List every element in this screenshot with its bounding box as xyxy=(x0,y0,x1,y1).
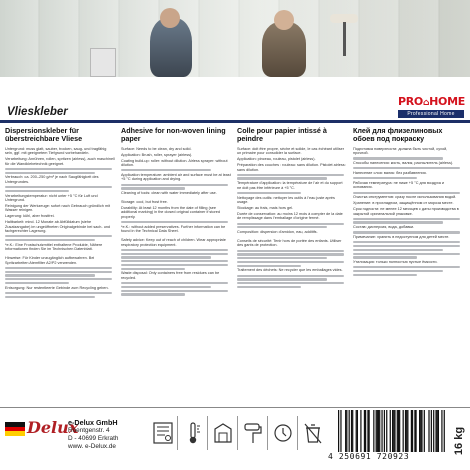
column-paragraph: Coating build-up: roller: without dilution. Airless sprayer: without dilution. xyxy=(121,158,228,168)
column-paragraph: Lagerung: kühl, aber frostfrei. xyxy=(5,214,55,219)
column-paragraph: Срок годности: не менее 12 месяцев с даты производства в закрытой оригинальной упаковке. xyxy=(353,207,459,216)
small-print-line xyxy=(237,226,327,228)
column-paragraph: Haltbarkeit: mind. 12 Monate ab Abfülldatum (siehe Zusatzangabe) im ungeöffneten Originalgebinde bei sach- und fachgerechter Lagerung. xyxy=(5,220,111,234)
small-print-line xyxy=(353,266,460,268)
storage-icon xyxy=(208,416,238,450)
column-paragraph: Préparation des couches : rouleau: sans dilution. Pistolet airless: sans dilution. xyxy=(237,163,346,172)
barcode-bar xyxy=(412,410,413,452)
barcode-bar xyxy=(435,410,436,452)
small-print-line xyxy=(353,192,460,194)
small-print-line xyxy=(121,221,228,223)
brush-roller-icon xyxy=(238,416,268,450)
website: www. e-Delux.de xyxy=(68,443,116,450)
small-print-line xyxy=(237,250,344,252)
edelux-wordmark: Delux xyxy=(27,418,79,437)
small-print-line xyxy=(353,177,417,179)
small-print-line xyxy=(353,221,443,223)
small-print-line xyxy=(237,177,327,179)
barcode-bar xyxy=(397,410,398,452)
column-paragraph: Waste disposal: Only containers free from residues can be recycled. xyxy=(121,271,220,280)
barcode-bar xyxy=(378,410,379,452)
footer-divider xyxy=(0,407,470,408)
prohome-wordmark: PRO⌂HOME xyxy=(398,95,465,108)
german-flag-icon xyxy=(5,422,25,436)
header-photo-strip xyxy=(0,0,470,77)
small-print-line xyxy=(121,260,228,262)
barcode-bars xyxy=(338,410,446,452)
column-heading: Dispersionskleber für überstreichbare Vliese xyxy=(5,127,83,144)
column-paragraph: Application: pinceau, rouleau, pistolet (airless). xyxy=(237,157,316,162)
small-print-line xyxy=(121,286,211,288)
barcode-bar xyxy=(376,410,377,452)
barcode-bar xyxy=(384,410,385,452)
barcode-bar xyxy=(437,410,438,452)
barcode-bar xyxy=(356,410,357,452)
small-print-line xyxy=(5,168,112,170)
small-print-line xyxy=(5,296,95,298)
barcode-bar xyxy=(369,410,370,452)
barcode-bar xyxy=(352,410,353,452)
small-print-line xyxy=(237,282,344,284)
barcode-bar xyxy=(403,410,404,452)
small-print-line xyxy=(121,282,228,284)
house-icon: ⌂ xyxy=(422,98,430,108)
column-paragraph: Untergrund: muss glatt, sauber, trocken, saug- und tragfähig sein, ggf. mit geeignetem Tiefgrund vorbehandeln. xyxy=(5,146,107,156)
column-paragraph: Cleaning of tools: clean with water immediately after use. xyxy=(121,191,217,196)
thermometer-icon xyxy=(178,416,208,450)
column-paragraph: Traitement des déchets: Ne recycler que les emballages vides. xyxy=(237,268,343,273)
barcode-bar xyxy=(399,410,400,452)
small-print-line xyxy=(121,264,228,266)
small-print-line xyxy=(353,256,417,258)
prohome-logo xyxy=(398,95,464,119)
column-paragraph: Safety advice: Keep out of reach of children. Wear appropriate respiratory protection equipment. xyxy=(121,238,226,247)
column-paragraph: Stockage: au frais, mais hors gel. xyxy=(237,206,294,211)
barcode-bar xyxy=(360,410,361,452)
barcode-bar xyxy=(394,410,395,452)
column-paragraph: Хранение: в прохладном, защищённом от мороза месте. xyxy=(353,201,454,206)
small-print-line xyxy=(121,268,185,270)
barcode-bar xyxy=(381,410,382,452)
small-print-line xyxy=(5,278,112,280)
small-print-line xyxy=(5,271,112,273)
waste-icon xyxy=(298,416,328,450)
small-print-line xyxy=(121,249,228,251)
small-print-line xyxy=(353,218,460,220)
column-paragraph: Surface: doit être propre, sèche et solide, le cas échéant utiliser un primaire pour consolider la surface. xyxy=(237,146,345,156)
column-paragraph: Состав: дисперсия, вода, добавки. xyxy=(353,225,415,230)
small-print-line xyxy=(353,157,443,159)
clock-icon xyxy=(268,416,298,450)
small-print-line xyxy=(237,265,301,267)
barcode-bar xyxy=(373,410,374,452)
small-print-line xyxy=(5,282,69,284)
barcode-bar xyxy=(433,410,434,452)
column-paragraph: Verbrauch: ca. 200–250 g/m² je nach Saugfähigkeit des Untergrundes. xyxy=(5,175,99,184)
barcode-bar xyxy=(367,410,368,452)
small-print-line xyxy=(353,274,417,276)
small-print-line xyxy=(5,190,69,192)
column-german xyxy=(5,127,115,397)
small-print-line xyxy=(353,241,460,243)
worker-figure-right xyxy=(262,22,306,77)
column-paragraph: Entsorgung: Nur restentleerte Gebinde zum Recycling geben. xyxy=(5,285,109,290)
small-print-line xyxy=(237,261,344,263)
net-weight-label: 16 kg xyxy=(453,426,465,456)
barcode-bar xyxy=(444,410,445,452)
barcode-bar xyxy=(405,410,406,452)
barcode-number: 4 250691 720923 xyxy=(328,452,410,461)
column-paragraph: Nettoyage des outils: nettoyer les outils à l’eau juste après usage. xyxy=(237,195,335,205)
column-heading: Клей для флизелиновых обоев под покраску xyxy=(353,127,443,144)
barcode-bar xyxy=(431,410,432,452)
column-paragraph: Hinweise: Für Kinder unzugänglich aufbewahren. Bei Spritzarbeiten Atemfilter A2/P2 verwenden. xyxy=(5,256,95,265)
column-paragraph: Способы нанесения: кисть, валик, распылитель (airless). xyxy=(353,161,454,166)
barcode-bar xyxy=(415,410,416,452)
wall-background xyxy=(0,0,470,77)
address-street: Roentgenstr. 4 xyxy=(68,427,110,434)
column-paragraph: Storage: cool, but frost free. xyxy=(121,200,168,205)
paint-bucket-image xyxy=(90,48,116,77)
column-paragraph: Reinigung der Werkzeuge: sofort nach Gebrauch gründlich mit Wasser reinigen. xyxy=(5,203,111,213)
address-city: D - 40699 Erkrath xyxy=(68,435,119,442)
barcode-bar xyxy=(357,410,358,452)
barcode-bar xyxy=(421,410,422,452)
worker-head-left xyxy=(160,8,180,28)
small-print-line xyxy=(121,293,185,295)
column-french xyxy=(237,127,347,397)
barcode-bar xyxy=(411,410,412,452)
small-print-line xyxy=(353,253,460,255)
column-paragraph: Durability: At least 12 months from the date of filling (see additional marking) in the closed original container if stored properly. xyxy=(121,205,220,219)
small-print-line xyxy=(353,167,460,169)
small-print-line xyxy=(5,292,112,294)
barcode-bar xyxy=(424,410,425,452)
column-paragraph: Очистка инструментов: сразу после использования водой. xyxy=(353,195,457,200)
barcode-bar xyxy=(390,410,391,452)
barcode-bar xyxy=(419,410,420,452)
small-print-line xyxy=(237,278,327,280)
small-print-line xyxy=(5,267,112,269)
prohome-tagline: Professional Home xyxy=(398,110,464,118)
small-print-line xyxy=(121,184,228,186)
manufacturer-address xyxy=(68,418,146,451)
wallpaper-roll-icon xyxy=(148,416,178,450)
paint-roller-handle xyxy=(343,22,346,56)
column-paragraph: *e.K.: without added preservatives. Further information can be found in the Technical Data Sheet. xyxy=(121,224,226,234)
small-print-line xyxy=(5,239,95,241)
column-paragraph: Application: Brush, roller, sprayer (airless). xyxy=(121,152,193,157)
column-paragraph: *e.K.: Eine Frostschutzmittel enthaltene Produkte, Nähere Informationen finden Sie im Technischen Datenblatt. xyxy=(5,242,103,252)
barcode-bar xyxy=(349,410,350,452)
small-print-line xyxy=(237,275,344,277)
small-print-line xyxy=(5,172,95,174)
small-print-line xyxy=(237,257,327,259)
barcode-bar xyxy=(365,410,366,452)
title-divider xyxy=(0,120,470,123)
barcode-bar xyxy=(407,410,408,452)
barcode-bar xyxy=(406,410,407,452)
barcode-bar xyxy=(393,410,394,452)
edelux-logo xyxy=(5,418,79,440)
product-title: Vlieskleber xyxy=(7,106,68,118)
barcode-bar xyxy=(338,410,339,452)
barcode-bar xyxy=(364,410,365,452)
small-print-line xyxy=(237,192,301,194)
column-paragraph: Рабочая температура: не ниже +5 °С для воздуха и основания. xyxy=(353,180,445,190)
barcode-bar xyxy=(340,410,341,452)
small-print-line xyxy=(237,174,344,176)
column-paragraph: Application temperature: ambient air and surface must be at least +5 °C during application and drying. xyxy=(121,172,231,182)
small-print-line xyxy=(121,187,185,189)
net-weight xyxy=(449,416,469,466)
small-print-line xyxy=(353,245,460,247)
small-print-line xyxy=(237,223,344,225)
small-print-line xyxy=(121,256,211,258)
column-paragraph: Verarbeitungstemperatur: nicht unter +5 °C für Luft und Untergrund. xyxy=(5,193,98,203)
barcode-bar xyxy=(351,410,352,452)
column-paragraph: Нанесение слоя: валик: без разбавления. xyxy=(353,171,427,176)
small-print-line xyxy=(237,253,344,255)
column-paragraph: Composition: dispersion d’amidon, eau, additifs. xyxy=(237,230,318,235)
column-paragraph: Température d’application: la température de l’air et du support ne doit pas être inférieure à +5 °C. xyxy=(237,181,343,190)
small-print-line xyxy=(353,249,443,251)
barcode-bar xyxy=(386,410,387,452)
barcode-bar xyxy=(345,410,346,452)
small-print-line xyxy=(5,186,112,188)
column-paragraph: Conseils de sécurité: Tenir hors de portée des enfants. Utiliser des gants de protection. xyxy=(237,238,342,248)
small-print-line xyxy=(121,169,211,171)
column-heading: Adhesive for non-woven lining paper xyxy=(121,127,226,144)
barcode-bar xyxy=(392,410,393,452)
barcode-bar xyxy=(379,410,380,452)
barcode-bar xyxy=(438,410,439,452)
small-print-line xyxy=(5,274,95,276)
column-paragraph: Verarbeitung: Anrühren, rollen, spritzen (airless), auch maschinell für die Wandklebetechnik geeignet. xyxy=(5,157,115,166)
barcode-bar xyxy=(398,410,399,452)
small-print-line xyxy=(353,270,443,272)
column-paragraph: Примечание: хранить в недоступном для детей месте. xyxy=(353,235,450,240)
column-russian xyxy=(353,127,463,397)
barcode-bar xyxy=(414,410,415,452)
column-paragraph: Durée de conservation: au moins 12 mois à compter de la date de remplissage dans l’emballage d’origine fermé. xyxy=(237,211,343,221)
column-heading: Colle pour papier intissé à peindre xyxy=(237,127,327,144)
small-print-line xyxy=(353,231,460,233)
column-paragraph: Подготовка поверхности: должна быть чистой, сухой, прочной. xyxy=(353,146,448,156)
usage-pictograms xyxy=(148,416,328,450)
ean-barcode xyxy=(328,410,451,465)
barcode-bar xyxy=(346,410,347,452)
worker-head-right xyxy=(274,10,294,30)
column-paragraph: Утилизация: только полностью пустые ёмкости. xyxy=(353,260,438,265)
barcode-bar xyxy=(420,410,421,452)
barcode-bar xyxy=(377,410,378,452)
company-name: e-Delux GmbH xyxy=(68,418,118,427)
small-print-line xyxy=(121,290,228,292)
small-print-line xyxy=(121,253,228,255)
barcode-bar xyxy=(428,410,429,452)
column-paragraph: Surface: Needs to be clean, dry and solid. xyxy=(121,146,192,151)
barcode-bar xyxy=(441,410,442,452)
small-print-line xyxy=(237,286,301,288)
small-print-line xyxy=(5,235,112,237)
column-english xyxy=(121,127,231,397)
